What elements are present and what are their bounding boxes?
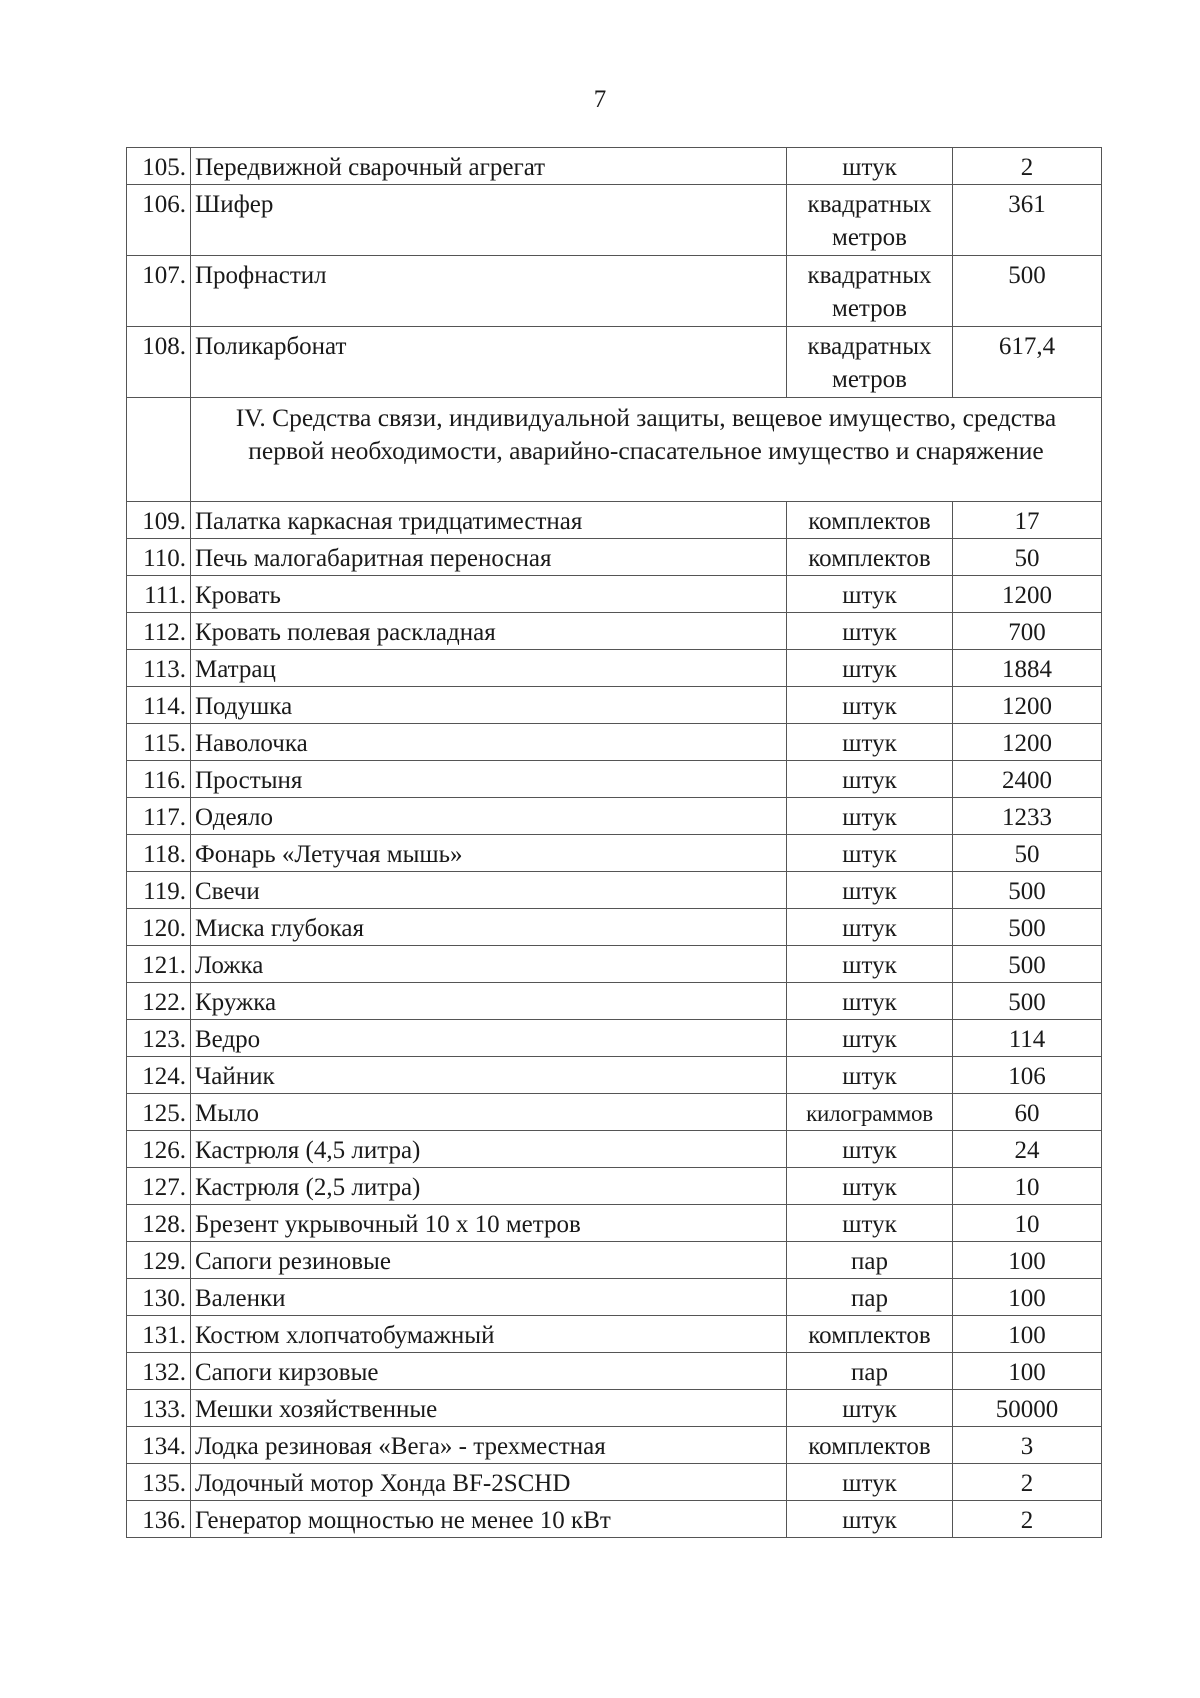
quantity: 2 xyxy=(953,1464,1102,1501)
item-name: Лодочный мотор Хонда BF-2SCHD xyxy=(191,1464,787,1501)
item-name: Кровать полевая раскладная xyxy=(191,613,787,650)
quantity: 1200 xyxy=(953,724,1102,761)
table-row xyxy=(127,872,1102,909)
unit-of-measure: штук xyxy=(787,724,953,761)
row-number: 135. xyxy=(127,1464,191,1501)
unit-of-measure: пар xyxy=(787,1242,953,1279)
row-number: 113. xyxy=(127,650,191,687)
unit-of-measure: штук xyxy=(787,576,953,613)
row-number: 120. xyxy=(127,909,191,946)
row-number: 107. xyxy=(127,256,191,327)
quantity: 114 xyxy=(953,1020,1102,1057)
item-name: Шифер xyxy=(191,185,787,256)
quantity: 500 xyxy=(953,946,1102,983)
row-number: 105. xyxy=(127,148,191,185)
table-row xyxy=(127,724,1102,761)
item-name: Кружка xyxy=(191,983,787,1020)
unit-of-measure: штук xyxy=(787,909,953,946)
table-row xyxy=(127,1205,1102,1242)
row-number: 125. xyxy=(127,1094,191,1131)
item-name: Одеяло xyxy=(191,798,787,835)
table-row xyxy=(127,1464,1102,1501)
table-body-main xyxy=(127,502,1102,1538)
item-name: Валенки xyxy=(191,1279,787,1316)
row-number: 131. xyxy=(127,1316,191,1353)
section-title: IV. Средства связи, индивидуальной защиты, вещевое имущество, средства первой необходимости, аварийно-спасательное имущество и снаряжение xyxy=(191,398,1102,502)
unit-of-measure: штук xyxy=(787,1501,953,1538)
table-row xyxy=(127,327,1102,398)
table-row xyxy=(127,576,1102,613)
unit-of-measure: пар xyxy=(787,1353,953,1390)
item-name: Мешки хозяйственные xyxy=(191,1390,787,1427)
item-name: Поликарбонат xyxy=(191,327,787,398)
quantity: 24 xyxy=(953,1131,1102,1168)
item-name: Ложка xyxy=(191,946,787,983)
table-row xyxy=(127,148,1102,185)
item-name: Ведро xyxy=(191,1020,787,1057)
unit-of-measure: комплектов xyxy=(787,539,953,576)
item-name: Свечи xyxy=(191,872,787,909)
row-number: 136. xyxy=(127,1501,191,1538)
table-row xyxy=(127,1427,1102,1464)
unit-of-measure: штук xyxy=(787,761,953,798)
unit-of-measure: штук xyxy=(787,1168,953,1205)
quantity: 500 xyxy=(953,256,1102,327)
row-number: 133. xyxy=(127,1390,191,1427)
quantity: 50000 xyxy=(953,1390,1102,1427)
unit-of-measure: штук xyxy=(787,1390,953,1427)
item-name: Подушка xyxy=(191,687,787,724)
quantity: 100 xyxy=(953,1279,1102,1316)
table-row xyxy=(127,613,1102,650)
quantity: 2 xyxy=(953,148,1102,185)
item-name: Фонарь «Летучая мышь» xyxy=(191,835,787,872)
item-name: Миска глубокая xyxy=(191,909,787,946)
item-name: Мыло xyxy=(191,1094,787,1131)
row-number: 121. xyxy=(127,946,191,983)
item-name: Передвижной сварочный агрегат xyxy=(191,148,787,185)
item-name: Палатка каркасная тридцатиместная xyxy=(191,502,787,539)
row-number: 128. xyxy=(127,1205,191,1242)
quantity: 50 xyxy=(953,539,1102,576)
quantity: 700 xyxy=(953,613,1102,650)
unit-of-measure: штук xyxy=(787,798,953,835)
unit-of-measure: квадратных метров xyxy=(787,327,953,398)
quantity: 500 xyxy=(953,872,1102,909)
unit-of-measure: штук xyxy=(787,1205,953,1242)
table-row xyxy=(127,1168,1102,1205)
unit-of-measure: штук xyxy=(787,687,953,724)
table-row xyxy=(127,761,1102,798)
row-number: 108. xyxy=(127,327,191,398)
row-number: 126. xyxy=(127,1131,191,1168)
unit-of-measure: штук xyxy=(787,1464,953,1501)
table-row xyxy=(127,256,1102,327)
item-name: Генератор мощностью не менее 10 кВт xyxy=(191,1501,787,1538)
unit-of-measure: штук xyxy=(787,1131,953,1168)
quantity: 50 xyxy=(953,835,1102,872)
row-number: 124. xyxy=(127,1057,191,1094)
row-number: 129. xyxy=(127,1242,191,1279)
quantity: 100 xyxy=(953,1316,1102,1353)
quantity: 1233 xyxy=(953,798,1102,835)
row-number: 117. xyxy=(127,798,191,835)
item-name: Простыня xyxy=(191,761,787,798)
quantity: 10 xyxy=(953,1168,1102,1205)
item-name: Профнастил xyxy=(191,256,787,327)
quantity: 100 xyxy=(953,1242,1102,1279)
unit-of-measure: квадратных метров xyxy=(787,256,953,327)
quantity: 361 xyxy=(953,185,1102,256)
row-number: 109. xyxy=(127,502,191,539)
table-row xyxy=(127,1242,1102,1279)
quantity: 1884 xyxy=(953,650,1102,687)
item-name: Матрац xyxy=(191,650,787,687)
table-row xyxy=(127,1279,1102,1316)
row-number: 122. xyxy=(127,983,191,1020)
item-name: Чайник xyxy=(191,1057,787,1094)
row-number: 116. xyxy=(127,761,191,798)
table-row xyxy=(127,1057,1102,1094)
equipment-table xyxy=(126,147,1102,1538)
row-number: 123. xyxy=(127,1020,191,1057)
quantity: 500 xyxy=(953,909,1102,946)
table-body-top xyxy=(127,148,1102,398)
row-number: 115. xyxy=(127,724,191,761)
unit-of-measure: штук xyxy=(787,650,953,687)
item-name: Брезент укрывочный 10 х 10 метров xyxy=(191,1205,787,1242)
unit-of-measure: штук xyxy=(787,148,953,185)
table-row xyxy=(127,946,1102,983)
section-header-row xyxy=(127,398,1102,502)
item-name: Наволочка xyxy=(191,724,787,761)
table-row xyxy=(127,798,1102,835)
table-row xyxy=(127,185,1102,256)
row-number: 114. xyxy=(127,687,191,724)
row-number: 112. xyxy=(127,613,191,650)
table-row xyxy=(127,909,1102,946)
table-row xyxy=(127,835,1102,872)
table-row xyxy=(127,1316,1102,1353)
unit-of-measure: штук xyxy=(787,835,953,872)
item-name: Кровать xyxy=(191,576,787,613)
item-name: Кастрюля (2,5 литра) xyxy=(191,1168,787,1205)
row-number: 132. xyxy=(127,1353,191,1390)
section-header-body xyxy=(127,398,1102,502)
table-row xyxy=(127,983,1102,1020)
item-name: Сапоги резиновые xyxy=(191,1242,787,1279)
quantity: 2 xyxy=(953,1501,1102,1538)
quantity: 2400 xyxy=(953,761,1102,798)
item-name: Печь малогабаритная переносная xyxy=(191,539,787,576)
row-number: 134. xyxy=(127,1427,191,1464)
item-name: Кастрюля (4,5 литра) xyxy=(191,1131,787,1168)
unit-of-measure: штук xyxy=(787,1020,953,1057)
unit-of-measure: квадратных метров xyxy=(787,185,953,256)
item-name: Костюм хлопчатобумажный xyxy=(191,1316,787,1353)
table-row xyxy=(127,1501,1102,1538)
table-row xyxy=(127,1094,1102,1131)
item-name: Лодка резиновая «Вега» - трехместная xyxy=(191,1427,787,1464)
row-number: 119. xyxy=(127,872,191,909)
unit-of-measure: комплектов xyxy=(787,1427,953,1464)
quantity: 106 xyxy=(953,1057,1102,1094)
row-number: 118. xyxy=(127,835,191,872)
unit-of-measure: комплектов xyxy=(787,1316,953,1353)
table-row xyxy=(127,539,1102,576)
item-name: Сапоги кирзовые xyxy=(191,1353,787,1390)
row-number: 127. xyxy=(127,1168,191,1205)
quantity: 617,4 xyxy=(953,327,1102,398)
unit-of-measure: штук xyxy=(787,983,953,1020)
quantity: 500 xyxy=(953,983,1102,1020)
quantity: 1200 xyxy=(953,687,1102,724)
row-number: 111. xyxy=(127,576,191,613)
table-row xyxy=(127,1353,1102,1390)
unit-of-measure: штук xyxy=(787,946,953,983)
quantity: 10 xyxy=(953,1205,1102,1242)
unit-of-measure: пар xyxy=(787,1279,953,1316)
quantity: 1200 xyxy=(953,576,1102,613)
table-row xyxy=(127,1020,1102,1057)
page-number: 7 xyxy=(593,86,607,113)
unit-of-measure: комплектов xyxy=(787,502,953,539)
quantity: 3 xyxy=(953,1427,1102,1464)
unit-of-measure: килограммов xyxy=(787,1094,953,1131)
unit-of-measure: штук xyxy=(787,872,953,909)
table-row xyxy=(127,687,1102,724)
row-number: 110. xyxy=(127,539,191,576)
unit-of-measure: штук xyxy=(787,1057,953,1094)
unit-of-measure: штук xyxy=(787,613,953,650)
table-row xyxy=(127,1390,1102,1427)
section-num-cell xyxy=(127,398,191,502)
quantity: 100 xyxy=(953,1353,1102,1390)
table-row xyxy=(127,1131,1102,1168)
row-number: 106. xyxy=(127,185,191,256)
table-row xyxy=(127,502,1102,539)
table-row xyxy=(127,650,1102,687)
quantity: 60 xyxy=(953,1094,1102,1131)
row-number: 130. xyxy=(127,1279,191,1316)
quantity: 17 xyxy=(953,502,1102,539)
